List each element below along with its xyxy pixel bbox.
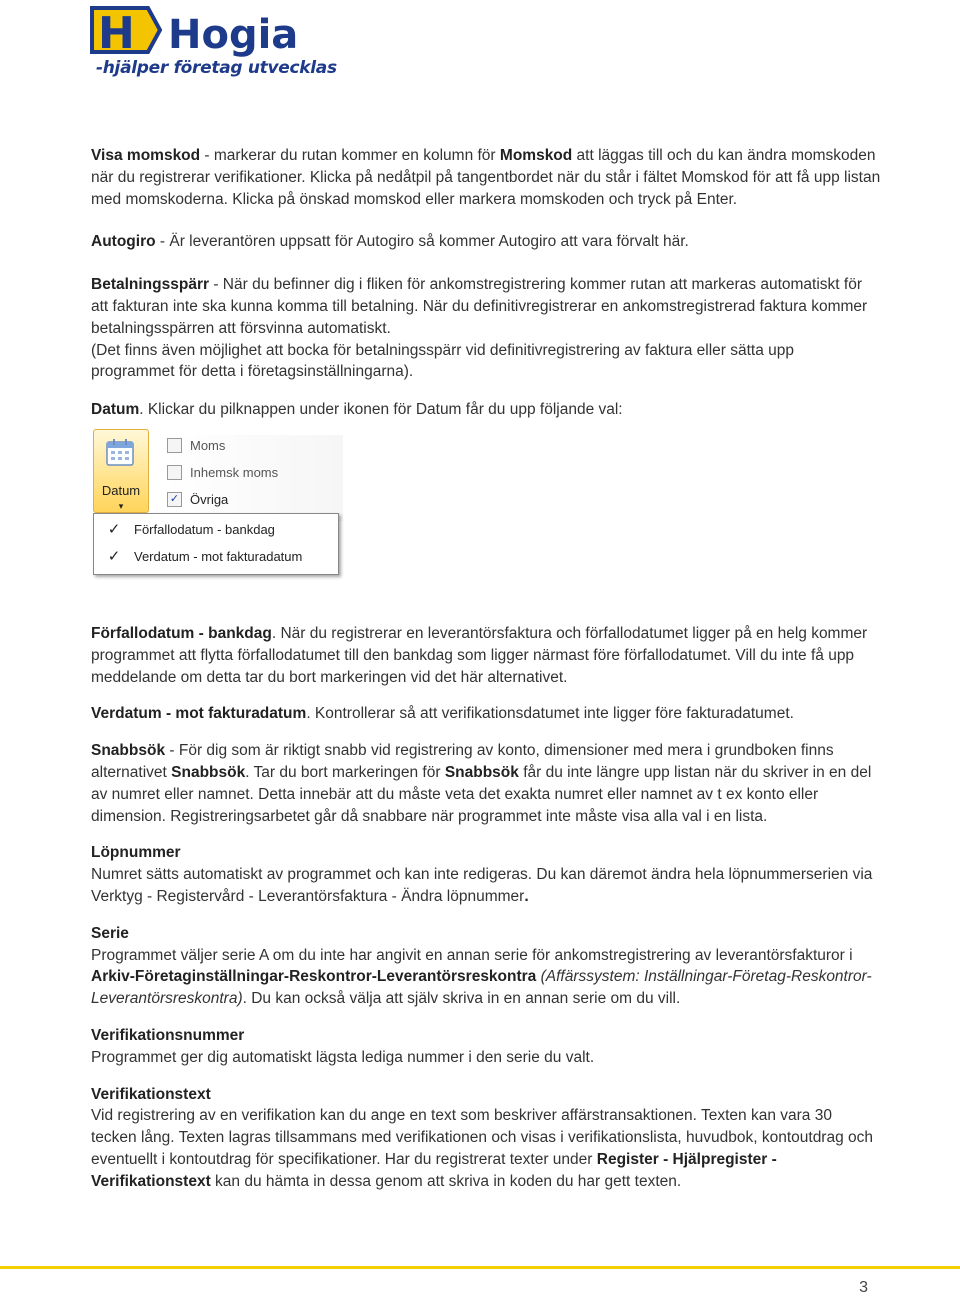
term-forfallodatum-bankdag: Förfallodatum - bankdag	[91, 624, 272, 642]
calendar-icon	[104, 436, 136, 468]
heading-verifikationsnummer: Verifikationsnummer	[91, 1026, 245, 1044]
datum-dropdown-menu	[93, 513, 339, 575]
datum-ribbon-button[interactable]	[93, 429, 149, 513]
checkbox-box-checked[interactable]: ✓	[167, 492, 182, 507]
paragraph-datum: Datum. Klickar du pilknappen under ikonen för Datum får du upp följande val:	[91, 401, 623, 419]
term-verdatum: Verdatum - mot fakturadatum	[91, 705, 307, 723]
heading-lopnummer: Löpnummer	[91, 844, 181, 862]
section-verifikationstext: Verifikationstext Vid registrering av en verifikation kan du ange en text som beskriver affärstransaktionen. Texten kan vara 30 tecken lång. Texten lagras tillsammans med verifikationen och visas i verifikationslista, huvudbok, kontoutdrag och eventuellt i kontoutdrag för specifikationer. Har du registrerat texter under Register - Hjälpregister - Verifikationstext kan du hämta in dessa genom att skriva in koden du har gett texten.	[91, 1084, 881, 1193]
checkbox-box[interactable]	[167, 465, 182, 480]
term-autogiro: Autogiro	[91, 233, 156, 251]
checkbox-moms[interactable]: Moms	[167, 435, 225, 457]
menu-item-forfallodatum-bankdag[interactable]: ✓ Förfallodatum - bankdag	[94, 517, 338, 543]
hogia-logo-mark	[86, 2, 316, 62]
paragraph-snabbsok: Snabbsök - För dig som är riktigt snabb vid registrering av konto, dimensioner med mera i grundboken finns alternativet Snabbsök. Tar du bort markeringen för Snabbsök får du inte längre upp listan när du skriver in en del av numret eller namnet. Detta innebär att du måste veta det exakta numret eller namnet av t ex konto eller dimension. Registreringsarbetet går då snabbare när programmet inte måste visa alla val i en lista.	[91, 742, 872, 825]
document-body	[91, 145, 881, 1193]
section-verifikationsnummer: Verifikationsnummer Programmet ger dig automatiskt lägsta lediga nummer i den serie du valt.	[91, 1025, 881, 1069]
checkbox-ovriga[interactable]: ✓ Övriga	[167, 489, 228, 511]
heading-serie: Serie	[91, 924, 129, 942]
paragraph-autogiro: Autogiro - Är leverantören uppsatt för Autogiro så kommer Autogiro att vara förvalt här.	[91, 233, 689, 251]
menu-item-verdatum-mot-fakturadatum[interactable]: ✓ Verdatum - mot fakturadatum	[94, 544, 338, 570]
check-icon: ✓	[107, 548, 121, 566]
logo-wordmark: Hogia	[168, 12, 299, 58]
checkbox-box[interactable]	[167, 438, 182, 453]
check-icon: ✓	[107, 521, 121, 539]
logo-tagline: -hjälper företag utvecklas	[96, 58, 337, 78]
heading-verifikationstext: Verifikationstext	[91, 1085, 211, 1103]
section-lopnummer: Löpnummer Numret sätts automatiskt av programmet och kan inte redigeras. Du kan däremot ändra hela löpnummerserien via Verktyg - Registervård - Leverantörsfaktura - Ändra löpnummer.	[91, 842, 881, 907]
term-visa-momskod: Visa momskod	[91, 147, 201, 164]
chevron-down-icon[interactable]: ▾	[118, 500, 124, 511]
page-number: 3	[859, 1279, 868, 1296]
datum-menu-screenshot	[93, 429, 343, 579]
term-betalningssparr: Betalningsspärr	[91, 276, 210, 294]
datum-ribbon-label: Datum	[101, 482, 141, 498]
vat-checkbox-group	[163, 435, 343, 521]
checkbox-inhemsk-moms[interactable]: Inhemsk moms	[167, 462, 278, 484]
term-datum: Datum	[91, 401, 140, 419]
paragraph-betalningssparr: Betalningsspärr - När du befinner dig i fliken för ankomstregistrering kommer rutan att markeras automatiskt för att fakturan inte ska kunna komma till betalning. När du definitivregistrerar en ankomstregistrerad faktura kommer betalningsspärren att försvinna automatiskt. (Det finns även möjlighet att bocka för betalningsspärr vid definitivregistrering av faktura eller sätta upp programmet för detta i företagsinställningarna).	[91, 276, 868, 381]
paragraph-forfallodatum: Förfallodatum - bankdag. När du registrerar en leverantörsfaktura och förfallodatumet ligger på en helg kommer programmet att flytta förfallodatumet till den bankdag som ligger närmast före förfallodatumet. Vill du inte få upp meddelande om detta tar du bort markeringen vid det här alternativet.	[91, 624, 868, 686]
logo-letter: H	[98, 8, 135, 59]
footer-divider	[0, 1266, 960, 1269]
term-snabbsok: Snabbsök	[91, 742, 166, 760]
paragraph-verdatum: Verdatum - mot fakturadatum. Kontrollerar så att verifikationsdatumet inte ligger före fakturadatumet.	[91, 705, 794, 723]
section-serie: Serie Programmet väljer serie A om du inte har angivit en annan serie för ankomstregistrering av leverantörsfakturor i Arkiv-Företaginställningar-Reskontror-Leverantörsreskontra (Affärssystem: Inställningar-Företag-Reskontror-Leverantörsreskontra). Du kan också välja att själv skriva in en annan serie om du vill.	[91, 923, 881, 1010]
paragraph-momskod: Visa momskod - markerar du rutan kommer en kolumn för Momskod att läggas till och du kan ändra momskoden när du registrerar verifikationer. Klicka på nedåtpil på tangentbordet när du står i fältet Momskod för att få upp listan med momskoderna. Klicka på önskad momskod eller markera momskoden och tryck på Enter.	[91, 147, 881, 208]
